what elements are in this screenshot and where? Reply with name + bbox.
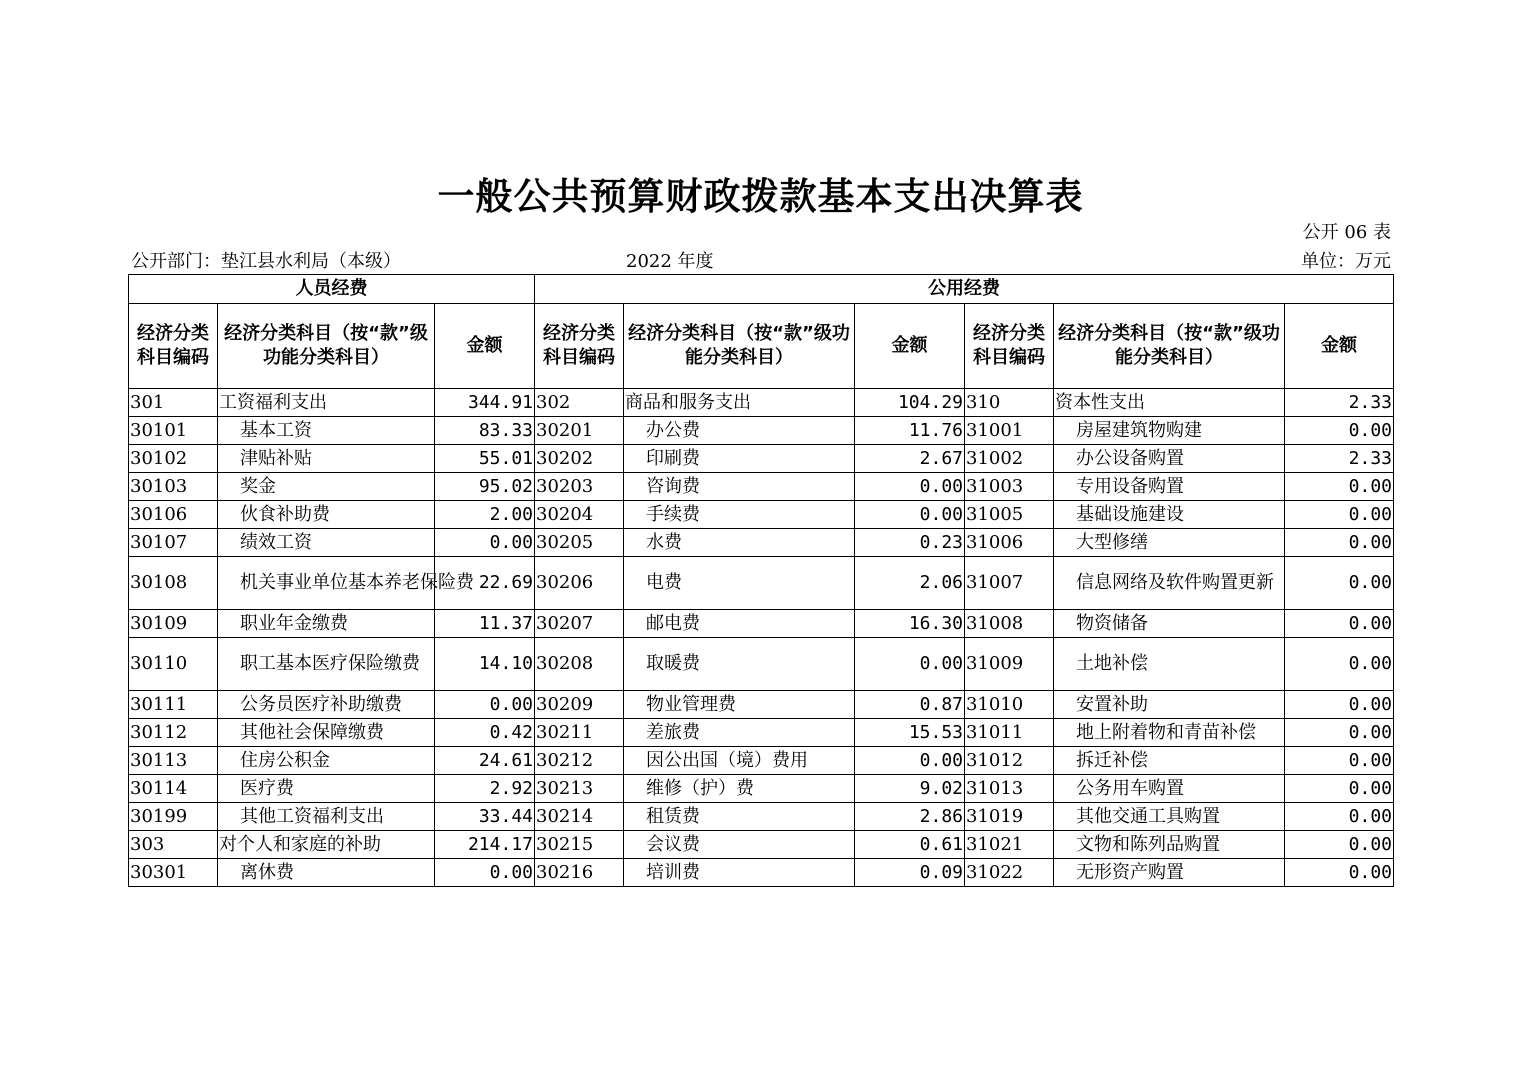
row-code-cell: 31021 (965, 831, 1054, 859)
row-name-text: 差旅费 (646, 721, 700, 743)
row-code-cell: 30301 (129, 859, 218, 887)
row-amount-cell: 0.00 (1285, 610, 1394, 638)
row-amount-cell: 0.61 (855, 831, 965, 859)
row-code-cell: 31012 (965, 747, 1054, 775)
row-amount-cell: 0.09 (855, 859, 965, 887)
row-name-text: 其他工资福利支出 (240, 805, 384, 827)
row-code-cell: 31007 (965, 557, 1054, 610)
row-name-text: 维修（护）费 (646, 777, 754, 799)
row-code-cell: 30114 (129, 775, 218, 803)
row-code-cell: 30204 (535, 501, 624, 529)
report-title: 一般公共预算财政拨款基本支出决算表 (437, 175, 1084, 218)
row-name-cell (624, 638, 855, 691)
row-name-cell (218, 775, 435, 803)
row-amount-cell: 0.00 (855, 747, 965, 775)
row-name-text: 电费 (646, 572, 682, 593)
row-code-cell: 30109 (129, 610, 218, 638)
row-amount-cell: 0.00 (1285, 831, 1394, 859)
row-name-text: 信息网络及软件购置更新 (1076, 572, 1274, 593)
row-name-text: 文物和陈列品购置 (1076, 833, 1220, 855)
row-code-cell: 30206 (535, 557, 624, 610)
row-name-text: 公务用车购置 (1076, 777, 1184, 799)
row-name-text: 住房公积金 (240, 749, 330, 771)
row-amount-cell: 2.33 (1285, 389, 1394, 417)
row-name-cell (1054, 417, 1285, 445)
row-amount-cell: 0.00 (1285, 719, 1394, 747)
row-amount-cell: 83.33 (435, 417, 535, 445)
row-name-cell (624, 557, 855, 610)
row-name-text: 房屋建筑物购建 (1076, 419, 1202, 441)
table-row (129, 719, 1394, 747)
row-name-text: 取暖费 (646, 653, 700, 674)
row-name-text: 基础设施建设 (1076, 503, 1184, 525)
row-amount-cell: 2.33 (1285, 445, 1394, 473)
table-row (129, 775, 1394, 803)
unit-label: 单位：万元 (1301, 251, 1391, 272)
row-code-cell: 31009 (965, 638, 1054, 691)
col-header-amount: 金额 (435, 304, 535, 389)
row-amount-cell: 0.00 (1285, 859, 1394, 887)
row-amount-cell: 16.30 (855, 610, 965, 638)
row-code-cell: 31005 (965, 501, 1054, 529)
table-row (129, 831, 1394, 859)
row-name-cell (1054, 529, 1285, 557)
row-code-cell: 30101 (129, 417, 218, 445)
row-name-cell (1054, 859, 1285, 887)
table-row (129, 417, 1394, 445)
row-amount-cell: 0.00 (1285, 691, 1394, 719)
row-name-cell (624, 610, 855, 638)
row-name-text: 机关事业单位基本养老保险费 (240, 572, 474, 593)
row-name-cell (624, 529, 855, 557)
row-name-text: 因公出国（境）费用 (646, 749, 808, 771)
row-name-cell (624, 803, 855, 831)
row-name-text: 培训费 (646, 861, 700, 883)
row-code-cell: 30213 (535, 775, 624, 803)
row-name-cell (218, 501, 435, 529)
row-name-text: 物资储备 (1076, 612, 1148, 634)
col-header-code: 经济分类科目编码 (129, 304, 218, 389)
row-amount-cell: 0.00 (1285, 803, 1394, 831)
row-name-cell (218, 473, 435, 501)
row-name-cell (218, 719, 435, 747)
row-name-text: 安置补助 (1076, 693, 1148, 715)
row-name-text: 会议费 (646, 833, 700, 855)
row-amount-cell: 0.00 (855, 638, 965, 691)
row-amount-cell: 95.02 (435, 473, 535, 501)
row-code-cell: 30216 (535, 859, 624, 887)
row-name-text: 物业管理费 (646, 693, 736, 715)
row-name-cell (1054, 610, 1285, 638)
row-name-cell (1054, 747, 1285, 775)
row-name-text: 水费 (646, 531, 682, 553)
row-amount-cell: 0.87 (855, 691, 965, 719)
table-row (129, 557, 1394, 610)
row-name-cell (624, 691, 855, 719)
row-code-cell: 30207 (535, 610, 624, 638)
row-name-cell (218, 417, 435, 445)
row-name-text: 其他社会保障缴费 (240, 721, 384, 743)
row-code-cell: 31001 (965, 417, 1054, 445)
department-label: 公开部门：垫江县水利局（本级） (131, 251, 401, 272)
row-code-cell: 30201 (535, 417, 624, 445)
row-code-cell: 302 (535, 389, 624, 417)
row-amount-cell: 2.06 (855, 557, 965, 610)
row-name-cell: 商品和服务支出 (624, 389, 855, 417)
row-name-cell (218, 638, 435, 691)
row-name-cell: 资本性支出 (1054, 389, 1285, 417)
row-name-text: 基本工资 (240, 419, 312, 441)
row-code-cell: 31006 (965, 529, 1054, 557)
row-name-cell (218, 445, 435, 473)
row-amount-cell: 22.69 (435, 557, 535, 610)
row-name-text: 专用设备购置 (1076, 475, 1184, 497)
table-row (129, 501, 1394, 529)
table-row (129, 529, 1394, 557)
row-code-cell: 31011 (965, 719, 1054, 747)
row-amount-cell: 0.00 (1285, 417, 1394, 445)
row-name-text: 邮电费 (646, 612, 700, 634)
row-name-cell (624, 719, 855, 747)
row-amount-cell: 2.00 (435, 501, 535, 529)
row-name-cell (218, 859, 435, 887)
row-name-cell (1054, 719, 1285, 747)
row-code-cell: 30208 (535, 638, 624, 691)
row-code-cell: 301 (129, 389, 218, 417)
group-header-row (129, 275, 1394, 304)
row-amount-cell: 2.92 (435, 775, 535, 803)
expenditure-table (128, 274, 1394, 887)
row-code-cell: 303 (129, 831, 218, 859)
table-row (129, 610, 1394, 638)
row-name-text: 咨询费 (646, 475, 700, 497)
row-code-cell: 310 (965, 389, 1054, 417)
row-amount-cell: 0.00 (1285, 473, 1394, 501)
row-name-cell (1054, 775, 1285, 803)
table-row (129, 445, 1394, 473)
row-name-cell (1054, 691, 1285, 719)
row-code-cell: 30202 (535, 445, 624, 473)
table-row (129, 859, 1394, 887)
row-name-text: 奖金 (240, 475, 276, 497)
row-amount-cell: 24.61 (435, 747, 535, 775)
row-code-cell: 31008 (965, 610, 1054, 638)
row-amount-cell: 344.91 (435, 389, 535, 417)
row-name-cell (624, 445, 855, 473)
row-name-cell (624, 501, 855, 529)
row-code-cell: 31022 (965, 859, 1054, 887)
group-personnel-header: 人员经费 (129, 275, 535, 304)
row-name-cell (1054, 445, 1285, 473)
row-code-cell: 31019 (965, 803, 1054, 831)
row-code-cell: 30205 (535, 529, 624, 557)
row-name-text: 绩效工资 (240, 531, 312, 553)
row-name-cell (624, 417, 855, 445)
row-code-cell: 30215 (535, 831, 624, 859)
row-name-cell (218, 691, 435, 719)
row-name-cell (218, 610, 435, 638)
row-name-text: 伙食补助费 (240, 503, 330, 525)
col-header-code: 经济分类科目编码 (535, 304, 624, 389)
table-row (129, 747, 1394, 775)
row-name-cell (1054, 638, 1285, 691)
row-amount-cell: 0.00 (855, 473, 965, 501)
row-amount-cell: 11.37 (435, 610, 535, 638)
row-name-cell: 工资福利支出 (218, 389, 435, 417)
table-row (129, 691, 1394, 719)
row-amount-cell: 0.00 (1285, 501, 1394, 529)
row-name-text: 公务员医疗补助缴费 (240, 693, 402, 715)
row-name-text: 办公设备购置 (1076, 447, 1184, 469)
col-header-amount: 金额 (1285, 304, 1394, 389)
row-amount-cell: 0.42 (435, 719, 535, 747)
group-public-header: 公用经费 (535, 275, 1394, 304)
row-amount-cell: 104.29 (855, 389, 965, 417)
row-name-cell (624, 473, 855, 501)
row-amount-cell: 0.00 (435, 529, 535, 557)
row-code-cell: 30106 (129, 501, 218, 529)
col-header-name: 经济分类科目（按“款”级功能分类科目） (218, 304, 435, 389)
row-code-cell: 30108 (129, 557, 218, 610)
table-row (129, 473, 1394, 501)
row-name-text: 津贴补贴 (240, 447, 312, 469)
row-code-cell: 30112 (129, 719, 218, 747)
row-amount-cell: 9.02 (855, 775, 965, 803)
row-name-cell (624, 859, 855, 887)
row-name-cell (218, 747, 435, 775)
row-name-text: 无形资产购置 (1076, 861, 1184, 883)
row-name-text: 医疗费 (240, 777, 294, 799)
row-amount-cell: 15.53 (855, 719, 965, 747)
row-amount-cell: 0.00 (1285, 775, 1394, 803)
row-code-cell: 30111 (129, 691, 218, 719)
row-name-text: 土地补偿 (1076, 653, 1148, 674)
row-amount-cell: 0.00 (1285, 638, 1394, 691)
row-name-text: 拆迁补偿 (1076, 749, 1148, 771)
row-code-cell: 30107 (129, 529, 218, 557)
row-name-cell (218, 803, 435, 831)
row-code-cell: 30212 (535, 747, 624, 775)
row-code-cell: 30209 (535, 691, 624, 719)
row-amount-cell: 0.00 (1285, 557, 1394, 610)
row-amount-cell: 55.01 (435, 445, 535, 473)
row-amount-cell: 2.67 (855, 445, 965, 473)
row-name-cell (624, 775, 855, 803)
fiscal-year-label: 2022 年度 (626, 251, 714, 272)
row-amount-cell: 0.00 (1285, 747, 1394, 775)
row-amount-cell: 0.00 (435, 691, 535, 719)
row-amount-cell: 33.44 (435, 803, 535, 831)
row-name-text: 其他交通工具购置 (1076, 805, 1220, 827)
row-name-cell (1054, 501, 1285, 529)
table-row (129, 803, 1394, 831)
row-amount-cell: 214.17 (435, 831, 535, 859)
row-amount-cell: 0.00 (1285, 529, 1394, 557)
row-name-cell (1054, 831, 1285, 859)
row-name-text: 职业年金缴费 (240, 612, 348, 634)
col-header-code: 经济分类科目编码 (965, 304, 1054, 389)
row-name-cell (218, 529, 435, 557)
row-code-cell: 30203 (535, 473, 624, 501)
row-amount-cell: 11.76 (855, 417, 965, 445)
row-name-cell (1054, 557, 1285, 610)
row-name-text: 职工基本医疗保险缴费 (240, 653, 420, 674)
col-header-amount: 金额 (855, 304, 965, 389)
row-code-cell: 30211 (535, 719, 624, 747)
row-code-cell: 30113 (129, 747, 218, 775)
row-code-cell: 30214 (535, 803, 624, 831)
row-code-cell: 30103 (129, 473, 218, 501)
table-number: 公开 06 表 (1302, 222, 1391, 243)
row-code-cell: 31010 (965, 691, 1054, 719)
row-name-cell (624, 747, 855, 775)
row-name-text: 地上附着物和青苗补偿 (1076, 721, 1256, 743)
row-name-cell (1054, 473, 1285, 501)
column-header-row (129, 304, 1394, 389)
row-amount-cell: 0.00 (435, 859, 535, 887)
row-code-cell: 30102 (129, 445, 218, 473)
row-name-text: 印刷费 (646, 447, 700, 469)
row-code-cell: 31003 (965, 473, 1054, 501)
row-name-text: 手续费 (646, 503, 700, 525)
row-code-cell: 31013 (965, 775, 1054, 803)
row-name-cell: 对个人和家庭的补助 (218, 831, 435, 859)
row-name-text: 离休费 (240, 861, 294, 883)
row-code-cell: 30199 (129, 803, 218, 831)
row-name-text: 大型修缮 (1076, 531, 1148, 553)
row-code-cell: 30110 (129, 638, 218, 691)
table-row (129, 638, 1394, 691)
row-amount-cell: 2.86 (855, 803, 965, 831)
row-name-text: 租赁费 (646, 805, 700, 827)
row-name-cell (624, 831, 855, 859)
row-name-cell (1054, 803, 1285, 831)
row-amount-cell: 14.10 (435, 638, 535, 691)
row-name-cell (218, 557, 474, 610)
col-header-name: 经济分类科目（按“款”级功能分类科目） (624, 304, 855, 389)
row-name-text: 办公费 (646, 419, 700, 441)
row-code-cell: 31002 (965, 445, 1054, 473)
row-amount-cell: 0.00 (855, 501, 965, 529)
table-row (129, 389, 1394, 417)
row-amount-cell: 0.23 (855, 529, 965, 557)
col-header-name: 经济分类科目（按“款”级功能分类科目） (1054, 304, 1285, 389)
